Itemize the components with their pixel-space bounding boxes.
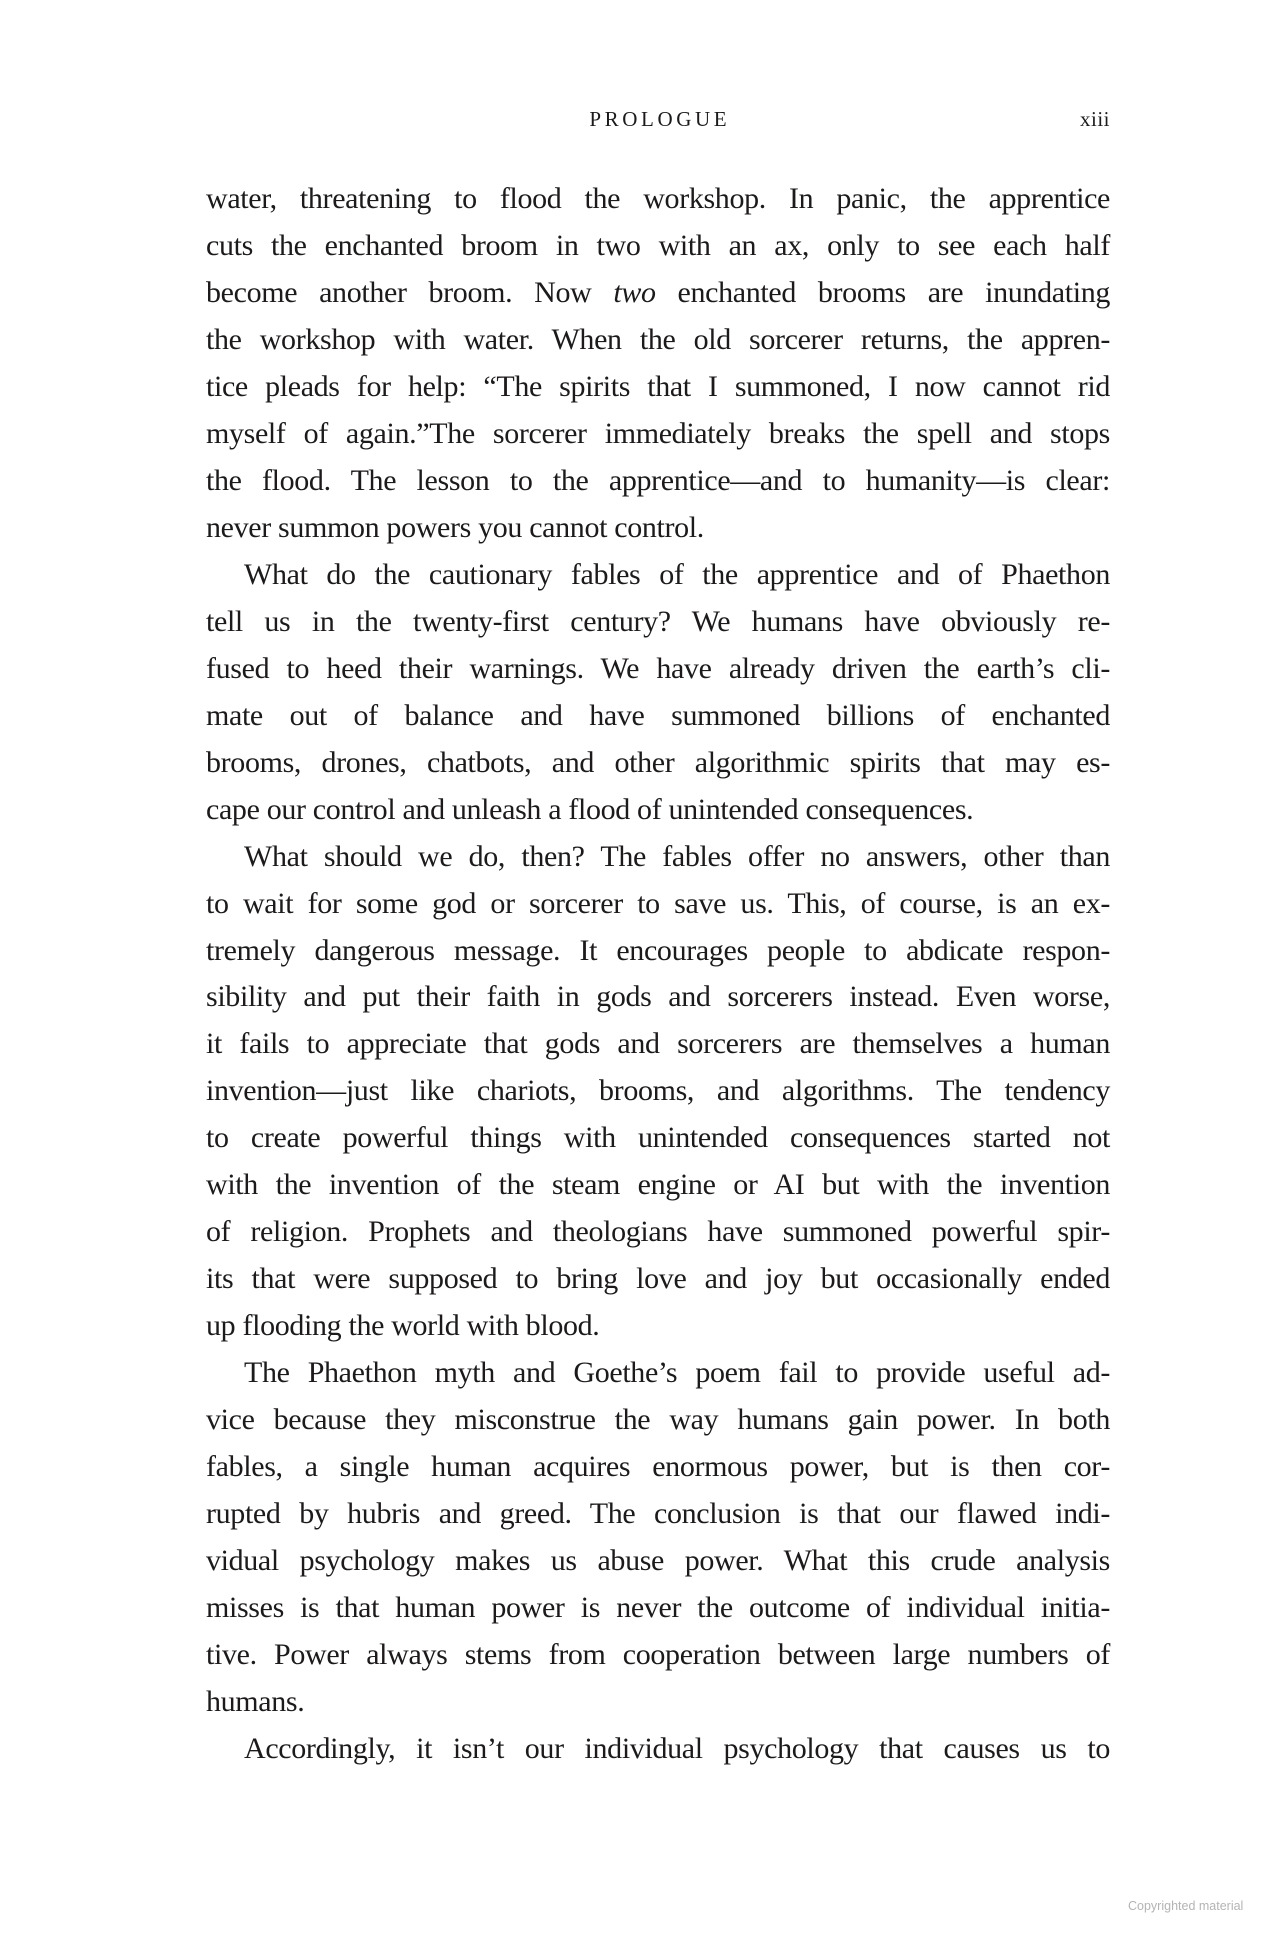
- body-text: [206, 176, 1110, 1773]
- text-line: rupted by hubris and greed. The conclusion is that our flawed indi-: [206, 1497, 1110, 1531]
- page-number: xiii: [1079, 107, 1110, 131]
- text-line: myself of again.”The sorcerer immediately breaks the spell and stops: [206, 416, 1110, 450]
- text-line: with the invention of the steam engine or AI but with the invention: [206, 1168, 1110, 1202]
- text-line: it fails to appreciate that gods and sorcerers are themselves a human: [206, 1027, 1110, 1061]
- text-line: What should we do, then? The fables offer no answers, other than: [244, 839, 1110, 873]
- text-line: vice because they misconstrue the way humans gain power. In both: [206, 1403, 1110, 1437]
- text-segment: become another broom. Now: [206, 275, 614, 309]
- text-line: [206, 270, 1110, 317]
- text-line: the workshop with water. When the old sorcerer returns, the appren-: [206, 322, 1110, 356]
- text-line: fables, a single human acquires enormous power, but is then cor-: [206, 1450, 1110, 1484]
- paragraph: [206, 552, 1110, 834]
- text-line: Accordingly, it isn’t our individual psychology that causes us to: [244, 1731, 1110, 1765]
- paragraph: [206, 834, 1110, 1351]
- text-line: its that were supposed to bring love and joy but occasionally ended: [206, 1262, 1110, 1296]
- text-line: tell us in the twenty-first century? We humans have obviously re-: [206, 604, 1110, 638]
- text-segment: enchanted brooms are inundating: [655, 275, 1110, 309]
- text-line: brooms, drones, chatbots, and other algorithmic spirits that may es-: [206, 745, 1110, 779]
- text-line: of religion. Prophets and theologians have summoned powerful spir-: [206, 1215, 1110, 1249]
- text-line: to create powerful things with unintended consequences started not: [206, 1121, 1110, 1155]
- text-line: mate out of balance and have summoned billions of enchanted: [206, 698, 1110, 732]
- text-line: water, threatening to flood the workshop. In panic, the apprentice: [206, 182, 1110, 215]
- text-line: cape our control and unleash a flood of unintended consequences.: [206, 792, 974, 826]
- text-line: up flooding the world with blood.: [206, 1309, 600, 1343]
- text-line: the flood. The lesson to the apprentice—and to humanity—is clear:: [206, 463, 1110, 497]
- text-line: sibility and put their faith in gods and sorcerers instead. Even worse,: [206, 980, 1110, 1014]
- paragraph: [206, 176, 1110, 552]
- text-line: The Phaethon myth and Goethe’s poem fail to provide useful ad-: [244, 1356, 1110, 1390]
- text-line: cuts the enchanted broom in two with an ax, only to see each half: [206, 228, 1110, 262]
- text-line: What do the cautionary fables of the apprentice and of Phaethon: [244, 557, 1110, 591]
- text-line: vidual psychology makes us abuse power. What this crude analysis: [206, 1544, 1110, 1578]
- text-line: tice pleads for help: “The spirits that I summoned, I now cannot rid: [206, 369, 1110, 403]
- copyright-watermark: Copyrighted material: [1128, 1899, 1244, 1913]
- text-line: fused to heed their warnings. We have already driven the earth’s cli-: [206, 651, 1110, 685]
- text-line: misses is that human power is never the outcome of individual initia-: [206, 1591, 1110, 1625]
- text-line: to wait for some god or sorcerer to save us. This, of course, is an ex-: [206, 886, 1110, 920]
- text-line: never summon powers you cannot control.: [206, 510, 704, 544]
- text-line: tive. Power always stems from cooperation between large numbers of: [206, 1638, 1110, 1672]
- italic-emphasis: two: [613, 275, 656, 309]
- chapter-title: PROLOGUE: [589, 107, 731, 131]
- paragraph: [206, 1726, 1110, 1773]
- running-head: [206, 106, 1110, 132]
- paragraph: [206, 1350, 1110, 1726]
- text-line: invention—just like chariots, brooms, and algorithms. The tendency: [206, 1074, 1110, 1108]
- text-line: humans.: [206, 1685, 305, 1718]
- text-line: tremely dangerous message. It encourages people to abdicate respon-: [206, 933, 1110, 967]
